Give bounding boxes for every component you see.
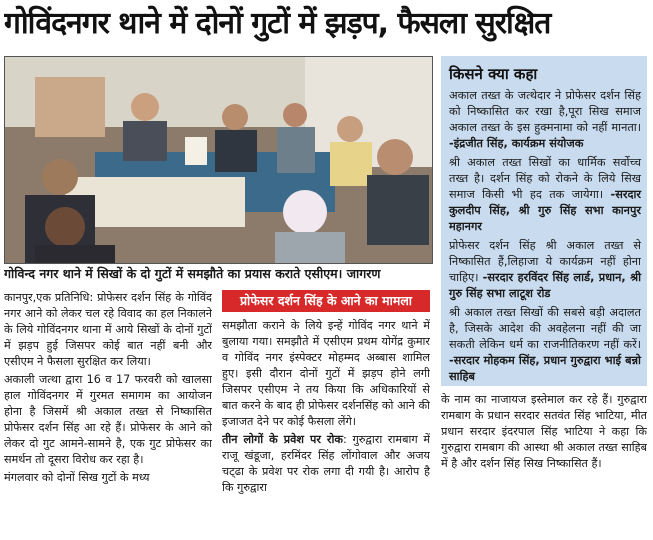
quote-4-author: -सरदार मोहकम सिंह, प्रधान गुरुद्वारा भाई बन्नो साहिब — [449, 354, 641, 383]
quote-4-text: श्री अकाल तख्त सिखों की सबसे बड़ी अदालत है, जिसके आदेश की अवहेलना नहीं की जा सकती लेकिन धर्म का राजनीतिकरण नहीं करें। — [449, 306, 641, 351]
quote-3-author: -सरदार हरविंदर सिंह लार्ड, प्रधान, श्री गुरु सिंह सभा लाटूश रोड — [449, 271, 642, 300]
paragraph: समझौता कराने के लिये इन्हें गोविंद नगर थाने में बुलाया गया। समझौते में एसीएम प्रथम योगेंद्र कुमार व गोविंद नगर इंस्पेक्टर मोहम्मद अब्बास शामिल हुए। इसी दौरान दोनों गुटों में झड़प होने लगी जिसपर एसीएम ने तय किया कि अधिकारियों से बात करने के बाद ही प्रोफेसर दर्शनसिंह को आने की इजाजत देने पर कोई फैसला लेंगे। — [222, 319, 430, 428]
quote-1-text: अकाल तख्त के जत्थेदार ने प्रोफेसर दर्शन सिंह को निष्कासित कर रखा है,पूरा सिख समाज अकाल तख्त के इस हुक्मनामा को नहीं मानता। — [449, 89, 641, 134]
quote-3-text: प्रोफेसर दर्शन सिंह श्री अकाल तख्त से निष्कासित हैं,लिहाजा ये कार्यक्रम नहीं होना चाहिए। — [449, 239, 641, 284]
quote-2 — [449, 155, 641, 235]
quote-1-author: -इंद्रजीत सिंह, कार्यक्रम संयोजक — [449, 137, 584, 150]
article-column-3 — [441, 392, 647, 538]
headline: गोविंदनगर थाने में दोनों गुटों में झड़प, फैसला सुरक्षित — [4, 6, 551, 41]
sidebar-title: किसने क्या कहा — [449, 65, 538, 83]
quote-2-author: -सरदार कुलदीप सिंह, श्री गुरु सिंह सभा कानपुर महानगर — [449, 188, 641, 233]
quote-1 — [449, 88, 641, 152]
paragraph: अकाली जत्था द्वारा 16 व 17 फरवरी को खालसा हाल गोविंदनगर में गुरमत समागम का आयोजन होना है जिसमें श्री अकाल तख्त से निष्कासित प्रोफेसर दर्शन सिंह आ रहे हैं। प्रोफेसर के आने को लेकर दो गुट आमने-सामने है, एक गुट प्रोफेसर का समर्थन तो दूसरा विरोध कर रहा है। — [4, 373, 212, 466]
quote-3 — [449, 238, 641, 302]
quote-2-text: श्री अकाल तख्त सिखों का धार्मिक सर्वोच्च तख्त है। दर्शन सिंह को रोकने के लिये सिख समाज किसी भी हद तक जायेगा। — [449, 156, 641, 201]
photo-caption: गोविन्द नगर थाने में सिखों के दो गुटों में समझौते का प्रयास कराते एसीएम। जागरण — [4, 266, 381, 281]
paragraph — [222, 432, 430, 496]
paragraph: के नाम का नाजायज इस्तेमाल कर रहे हैं। गुरुद्वारा रामबाग के प्रधान सरदार सतवंत सिंह भाटिया, मीत प्रधान सरदार इंदरपाल सिंह भाटिया ने कहा कि गुरुद्वारा रामबाग की आस्था श्री अकाल तख्त साहिब में है और दर्शन सिंह सिख निष्कासित हैं। — [441, 393, 647, 470]
paragraph: कानपुर,एक प्रतिनिधि: प्रोफेसर दर्शन सिंह के गोविंद नगर आने को लेकर चल रहे विवाद का हल निकालने के लिये गोविंदनगर थाना में आये सिखों के दोनों गुटों में झड़प हुई जिसपर कोई बात नहीं बनी और एसीएम ने फैसला सुरक्षित कर लिया। — [4, 291, 212, 368]
quote-4 — [449, 305, 641, 385]
news-photo — [4, 56, 433, 264]
paragraph-text: : गुरुद्वारा रामबाग में राजू खंडूजा, हरमिंदर सिंह लोंगोवाल और अजय चट्ढा के प्रवेश पर रोक लगा दी गयी है। आरोप है कि गुरुद्वारा — [222, 433, 430, 494]
paragraph: मंगलवार को दोनों सिख गुटों के मध्य — [4, 471, 150, 484]
subheading: तीन लोगों के प्रवेश पर रोक — [222, 433, 343, 446]
article-column-2 — [222, 318, 430, 538]
quotes-sidebar — [441, 56, 647, 386]
meeting-photo-illustration — [5, 57, 432, 263]
section-banner: प्रोफेसर दर्शन सिंह के आने का मामला — [222, 290, 430, 312]
article-column-1 — [4, 290, 212, 538]
